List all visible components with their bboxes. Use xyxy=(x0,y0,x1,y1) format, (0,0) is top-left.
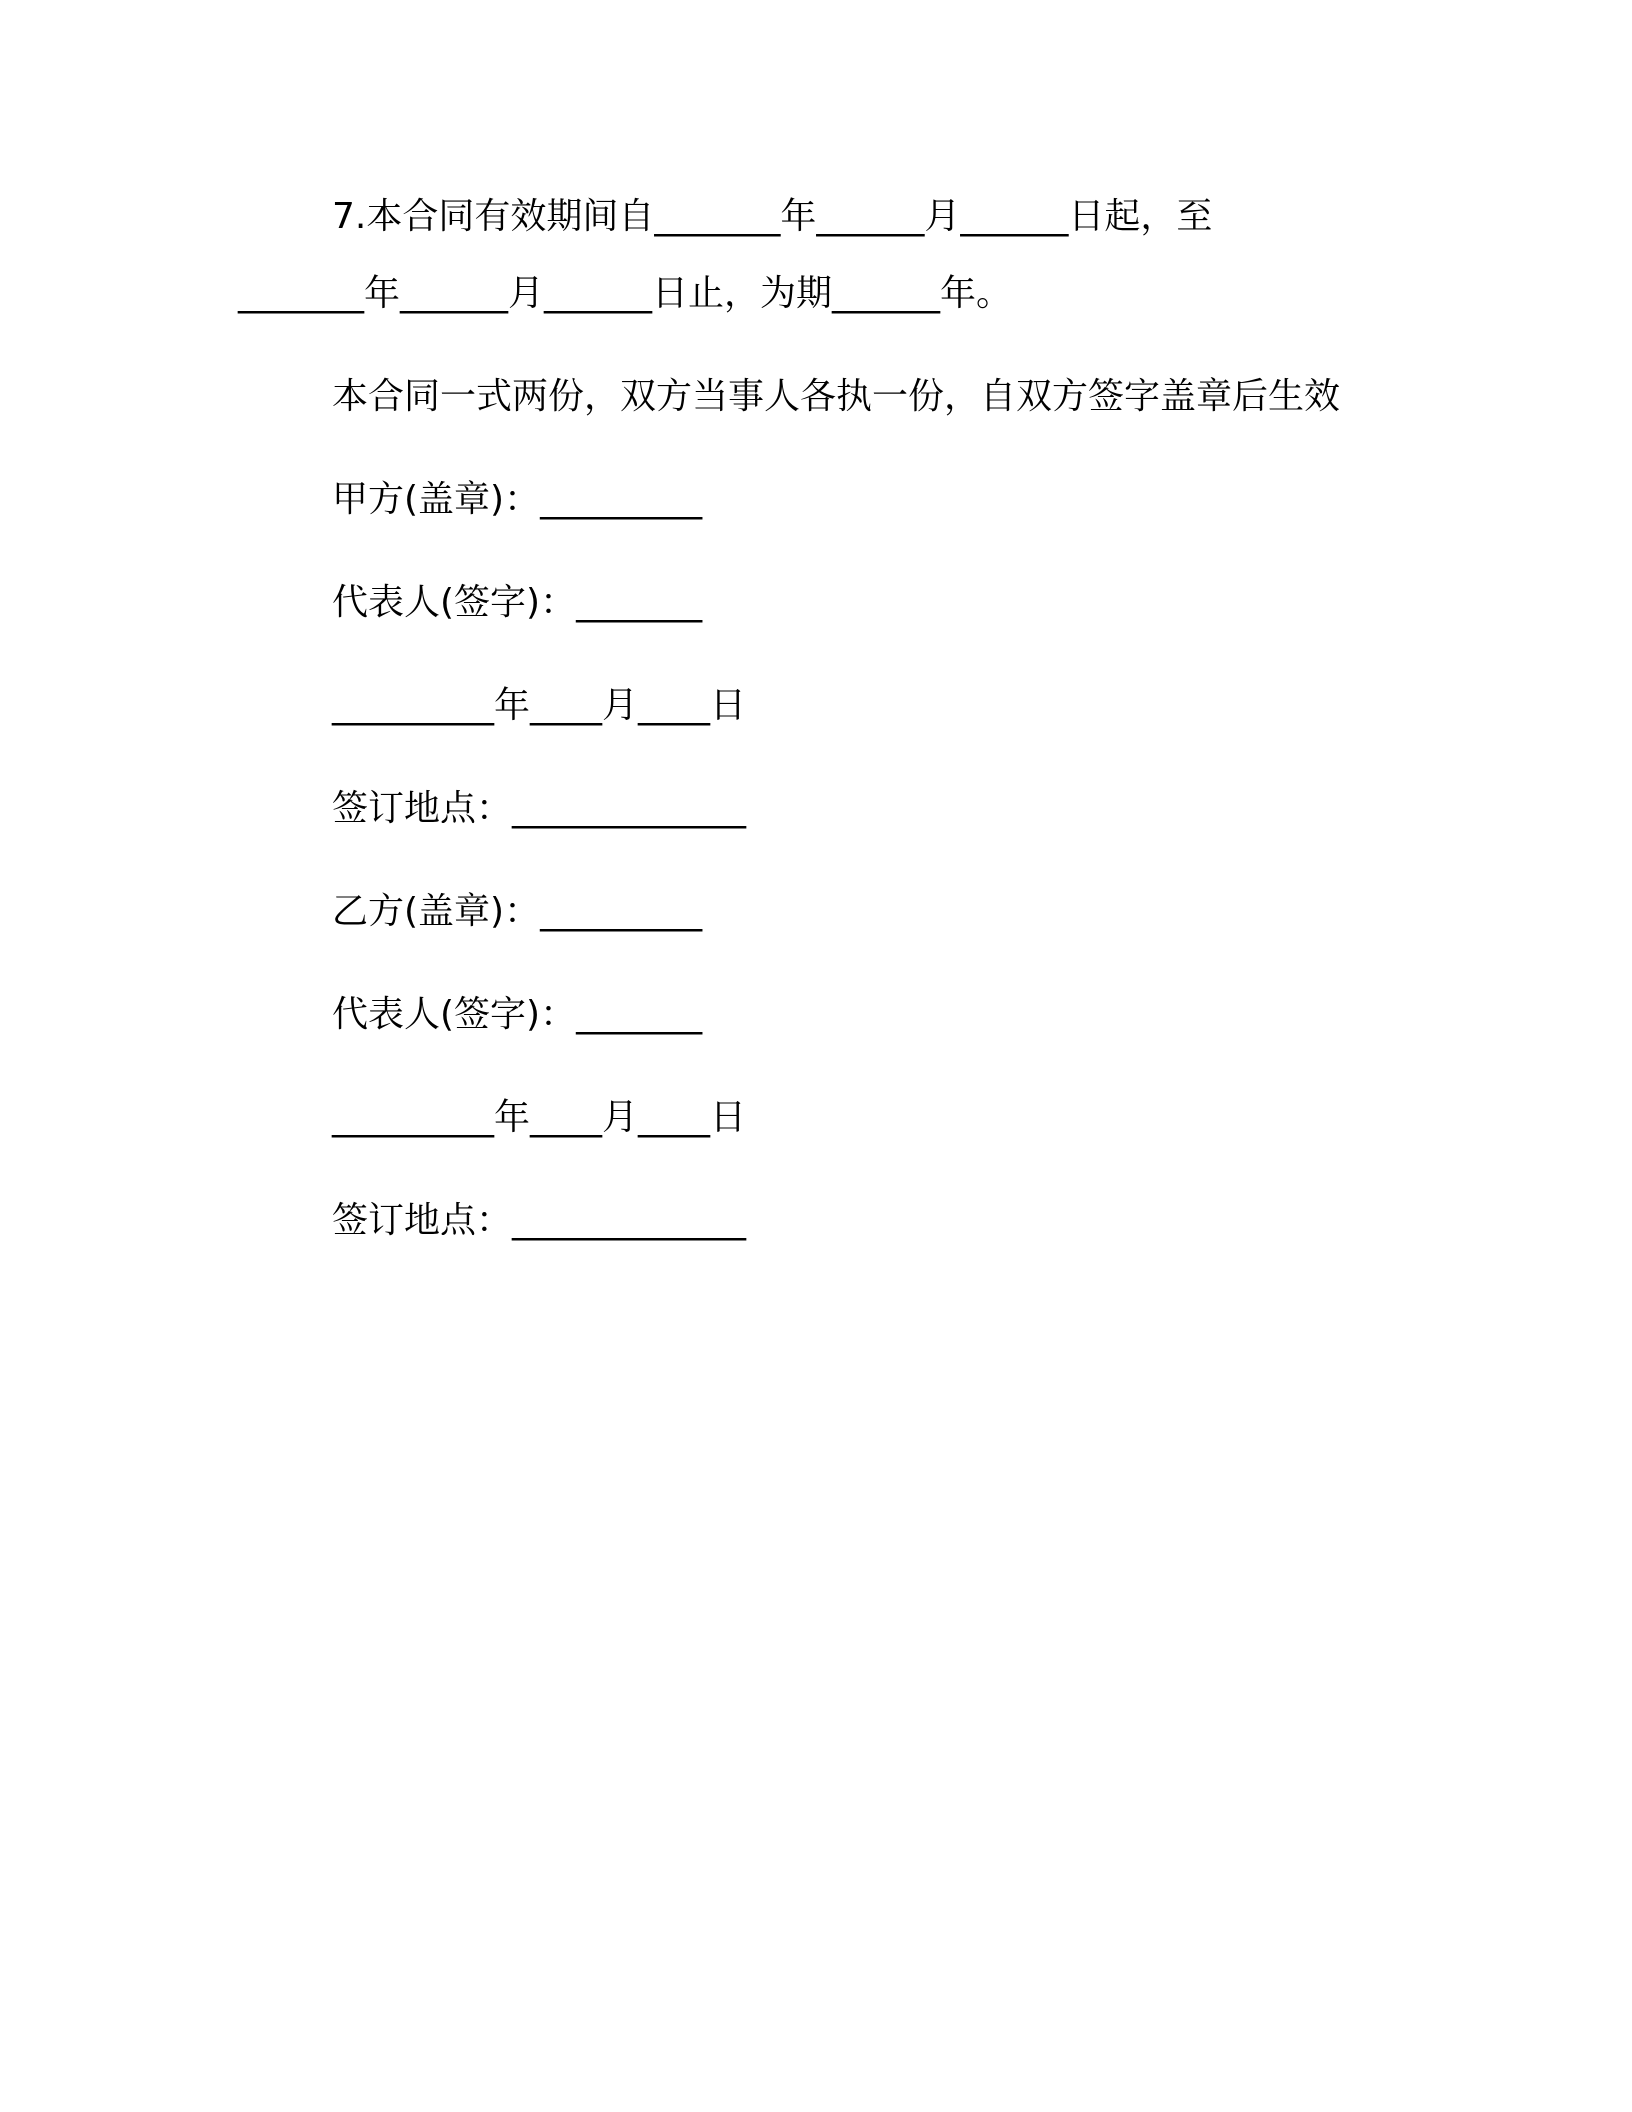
party-a-representative-field: 代表人(签字)：_______ xyxy=(332,582,703,623)
party-a-seal-field: 甲方(盖章)：_________ xyxy=(332,479,703,520)
party-a-date-field: _________年____月____日 xyxy=(332,685,746,726)
clause-7-line-2: _______年______月______日止，为期______年。 xyxy=(238,273,1013,314)
copies-statement: 本合同一式两份，双方当事人各执一份，自双方签字盖章后生效 xyxy=(332,376,1341,417)
party-b-date-field: _________年____月____日 xyxy=(332,1097,746,1138)
party-b-location-field: 签订地点：_____________ xyxy=(332,1200,747,1241)
party-b-representative-field: 代表人(签字)：_______ xyxy=(332,994,703,1035)
party-b-seal-field: 乙方(盖章)：_________ xyxy=(332,891,703,932)
party-a-location-field: 签订地点：_____________ xyxy=(332,788,747,829)
clause-7-line-1: 7.本合同有效期间自_______年______月______日起，至 xyxy=(332,196,1213,237)
